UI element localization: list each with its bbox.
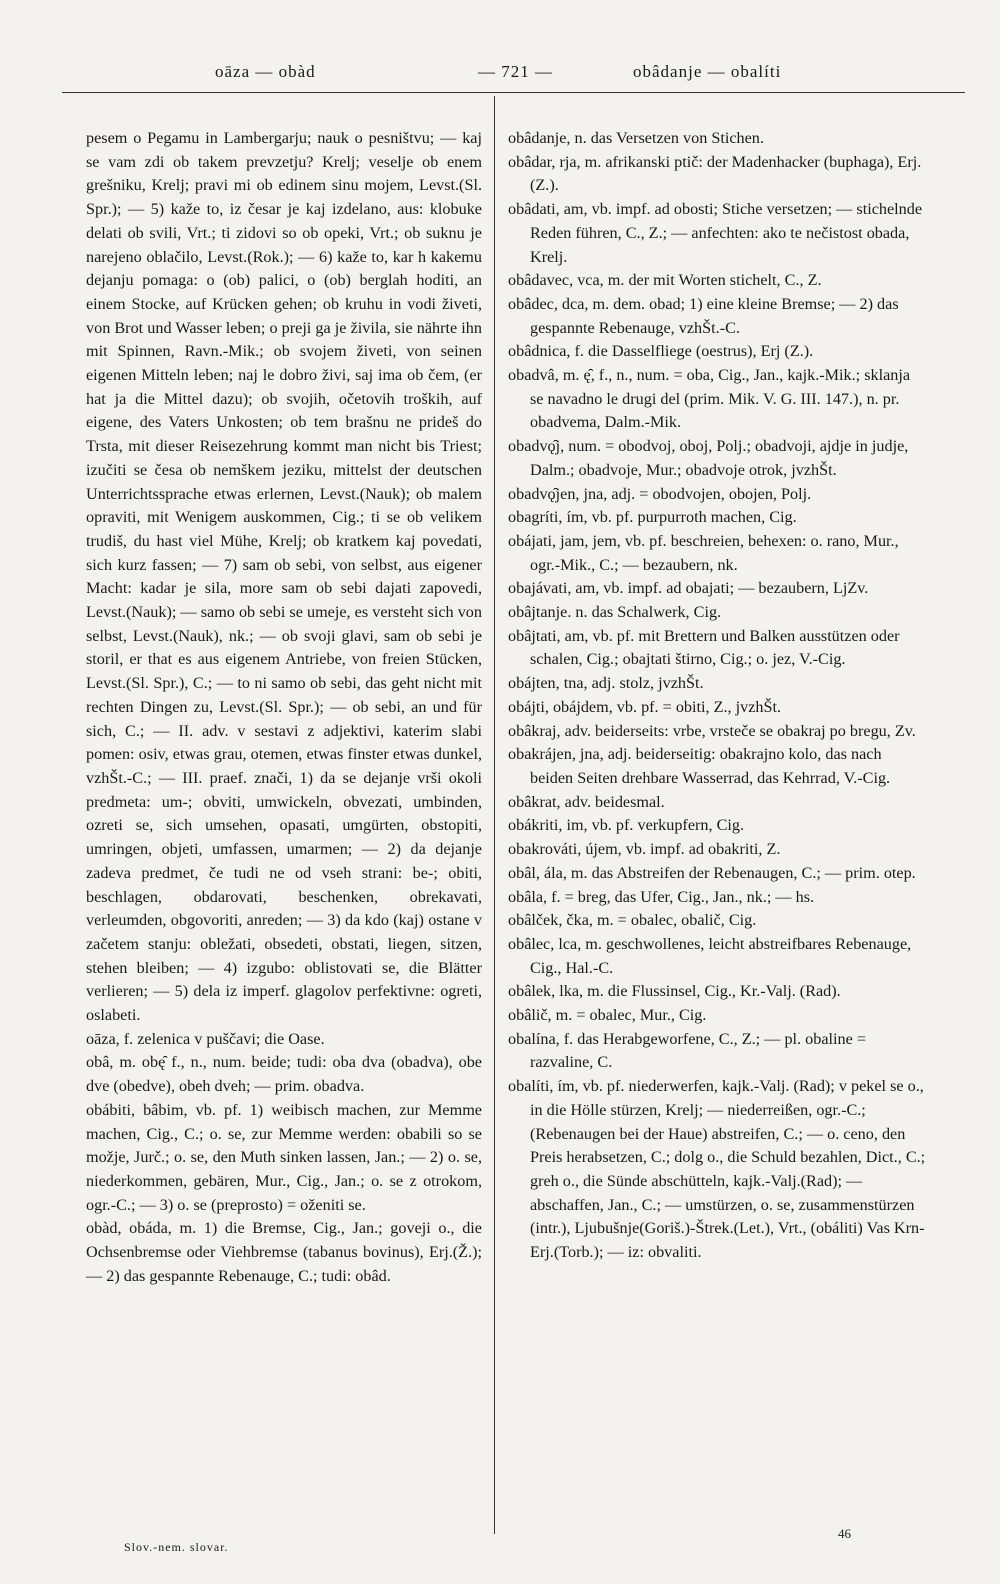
entry-obakrajen: obakrájen, jna, adj. beiderseitig: obakrajno kolo, das nach beiden Seiten drehbare Wasserrad, das Kehrrad, V.-Cig. xyxy=(508,745,891,787)
entry-obakrat: obâkrat, adv. beidesmal. xyxy=(508,792,665,811)
entry-obakrovati: obakrováti, újem, vb. impf. ad obakriti, Z. xyxy=(508,840,781,859)
entry-oaza: oāza, f. zelenica v puščavi; die Oase. xyxy=(86,1029,325,1048)
entry-obajavati: obajávati, am, vb. impf. ad obajati; — bezaubern, LjZv. xyxy=(508,579,869,598)
entry-obakraj: obâkraj, adv. beiderseits: vrbe, vrsteče se obakraj po bregu, Zv. xyxy=(508,721,916,740)
right-column xyxy=(508,127,926,1265)
entry-obajtati: obâjtati, am, vb. pf. mit Brettern und Balken ausstützen oder schalen, Cig.; obajtati štirno, Cig.; o. jez, V.-Cig. xyxy=(508,626,900,669)
column-divider xyxy=(494,96,495,1534)
entry-obajtanje: obâjtanje. n. das Schalwerk, Cig. xyxy=(508,603,722,622)
entry-obagriti: obagríti, ím, vb. pf. purpurroth machen, Cig. xyxy=(508,508,797,527)
entry-obadavec: obâdavec, vca, m. der mit Worten stichelt, C., Z. xyxy=(508,271,822,290)
entry-obal: obâl, ála, m. das Abstreifen der Rebenaugen, C.; — prim. otep. xyxy=(508,863,916,882)
entry-obadati: obâdati, am, vb. impf. ad obosti; Stiche versetzen; — stichelnde Reden führen, C., Z.; — anfechten: ako te nečistost obada, Krelj. xyxy=(508,200,923,266)
page-number: — 721 — xyxy=(478,62,553,81)
footer-sheet-number: 46 xyxy=(838,1526,851,1541)
entry-obalic: obâlič, m. = obalec, Mur., Cig. xyxy=(508,1006,707,1025)
entry-obadanje: obâdanje, n. das Versetzen von Stichen. xyxy=(508,129,764,147)
entry-obadva: obadvâ, m. ę̑, f., n., num. = oba, Cig., Jan., kajk.-Mik.; sklanja se navadno le drugi del (prim. Mik. V. G. III. 147.), n. pr. obadvema, Dalm.-Mik. xyxy=(508,366,911,432)
entry-obalcek: obâlček, čka, m. = obalec, obalič, Cig. xyxy=(508,911,757,930)
footer-signature: Slov.-nem. slovar. xyxy=(124,1540,229,1554)
header-right-guideword: obâdanje — obalíti xyxy=(633,62,782,81)
entry-obad: obàd, obáda, m. 1) die Bremse, Cig., Jan.; goveji o., die Ochsenbremse oder Viehbremse (tabanus bovinus), Erj.(Ž.); — 2) das gespannte Rebenauge, C.; tudi: obâd. xyxy=(86,1219,482,1285)
header-rule xyxy=(62,92,965,93)
entry-obadvoj: obadvǫ̑j, num. = obodvoj, oboj, Polj.; obadvoji, ajdje in judje, Dalm.; obadvoje, Mur.; obadvoje otrok, jvzhŠt. xyxy=(508,437,909,479)
entry-obadvojen: obadvǫ̑jen, jna, adj. = obodvojen, obojen, Polj. xyxy=(508,484,812,503)
entry-obajten: obájten, tna, adj. stolz, jvzhŠt. xyxy=(508,674,704,693)
entry-obalek: obâlek, lka, m. die Flussinsel, Cig., Kr.-Valj. (Rad). xyxy=(508,982,841,1001)
entry-obalec: obâlec, lca, m. geschwollenes, leicht abstreifbares Rebenauge, Cig., Hal.-C. xyxy=(508,934,912,977)
entry-oba: obâ, m. obę̑ f., n., num. beide; tudi: oba dva (obadva), obe dve (obedve), obeh dveh; — prim. obadva. xyxy=(86,1053,482,1096)
header-left-guideword: oāza — obàd xyxy=(215,62,316,81)
entry-obabiti: obábiti, bâbim, vb. pf. 1) weibisch machen, zur Memme machen, Cig., C.; o. se, zur Memme werden: obabili so se možje, Jurč.; o. se, den Muth sinken lassen, Jan.; — 2) o. se, niederkommen, gebären, Mur., Cig., Jan.; o. se z otrokom, ogr.-C.; — 3) o. se (preprosto) = oženiti se. xyxy=(86,1100,482,1214)
entry-obajti: obájti, obájdem, vb. pf. = obiti, Z., jvzhŠt. xyxy=(508,697,782,716)
entry-obaliti: obalíti, ím, vb. pf. niederwerfen, kajk.-Valj. (Rad); v pekel se o., in die Hölle stürzen, Krelj; — niederreißen, ogr.-C.; (Rebenaugen bei der Haue) abstreifen, C.; — o. ceno, den Preis herabsetzen, C.; dolg o., die Schuld bezahlen, Dict., C.; greh o., die Sünde abschütteln, kajk.-Valj.(Rad); — abschaffen, Jan., C.; — umstürzen, o. se, zusammenstürzen (intr.), Ljubušnje(Goriš.)-Štrek.(Let.), Vrt., (obáliti) Vas Krn-Erj.(Torb.); — iz: obvaliti. xyxy=(508,1077,926,1262)
entry-obakriti: obákriti, im, vb. pf. verkupfern, Cig. xyxy=(508,816,745,835)
entry-obala: obâla, f. = breg, das Ufer, Cig., Jan., nk.; — hs. xyxy=(508,887,815,906)
entry-obadnica: obâdnica, f. die Dasselfliege (oestrus), Erj (Z.). xyxy=(508,342,814,361)
entry-continuation: pesem o Pegamu in Lambergarju; nauk o pesništvu; — kaj se vam zdi ob takem prevzetju? Krelj; veselje ob enem grešniku, Krelj; pravi mi ob edinem sinu mojem, Levst.(Sl. Spr.); — 5) kaže to, iz česar je kaj izdelano, aus: klobuke delati ob svili, Vrt.; ti zidovi so ob opeki, Vrt.; ob suknu je narejeno oblačilo, Levst.(Rok.); — 6) kaže to, kar h kakemu dejanju pomaga: o (ob) palici, o (ob) berglah hoditi, an einem Stocke, auf Krücken gehen; ob kruhu in vodi živeti, von Brot und Wasser leben; o preji ga je živila, sie nährte ihn mit Spinnen, Ravn.-Mik.; ob svojem živeti, von seinen eigenen Mitteln leben; naj le dobro živi, saj ima ob čem, (er hat ja die Mittel dazu); ob svojih, očetovih troških, auf eigene, des Vaters Unkosten; ob tem brašnu ne prideš do Trsta, mit dieser Reisezehrung kommt man nicht bis Triest; izučiti se česa ob nemškem jeziku, mittelst der deutschen Unterrichtssprache etwas erlernen, Levst.(Nauk); ob malem opraviti, mit Wenigem auskommen, Cig.; ti se ob velikem trudiš, du hast viel Mühe, Krelj; ob kratkem kaj povedati, sich kurz fassen; — 7) sam ob sebi, von selbst, aus eigener Macht: kadar je sila, more sam ob sebi dajati zapovedi, Levst.(Nauk); — samo ob sebi se umeje, es versteht sich von selbst, Levst.(Nauk), nk.; — ob svoji glavi, sam ob sebi je storil, er that es aus eigenem Antriebe, von freien Stücken, Levst.(Sl. Spr.), C.; — to ni samo ob sebi, das geht nicht mit rechten Dingen zu, Levst.(Sl. Spr.); — ob sebi, an und für sich, C.; — II. adv. v sestavi z adjektivi, katerim slabi pomen: osiv, etwas grau, otemen, etwas finster etwas dunkel, vzhŠt.-C.; — III. praef. znači, 1) da se dejanje vrši okoli predmeta: um-; obviti, umwickeln, obvezati, umbinden, ozreti se, sich umsehen, opasati, umgürten, obstopiti, umringen, objeti, umfassen, umarmen; — 2) da dejanje zadeva predmet, če tudi ne od vseh strani: be-; obiti, beschlagen, obdarovati, beschenken, obrekavati, verleumden, obgovoriti, anreden; — 3) da kdo (kaj) ostane v začetem stanju: obležati, obsedeti, obstati, liegen, sitzen, stehen bleiben; — 4) izgubo: oblistovati se, die Blätter verlieren; — 5) dela iz imperf. glagolov perfektivne: ogreti, oslabeti. xyxy=(86,129,482,1025)
entry-obajati: obájati, jam, jem, vb. pf. beschreien, behexen: o. rano, Mur., ogr.-Mik., C.; — bezaubern, nk. xyxy=(508,531,899,574)
entry-obalina: obalína, f. das Herabgeworfene, C., Z.; — pl. obaline = razvaline, C. xyxy=(508,1029,866,1072)
left-column xyxy=(86,127,482,1288)
entry-obadar: obâdar, rja, m. afrikanski ptič: der Madenhacker (buphaga), Erj.(Z.). xyxy=(508,152,922,195)
page-header xyxy=(0,62,1000,88)
entry-obadec: obâdec, dca, m. dem. obad; 1) eine kleine Bremse; — 2) das gespannte Rebenauge, vzhŠt.-C. xyxy=(508,294,899,337)
